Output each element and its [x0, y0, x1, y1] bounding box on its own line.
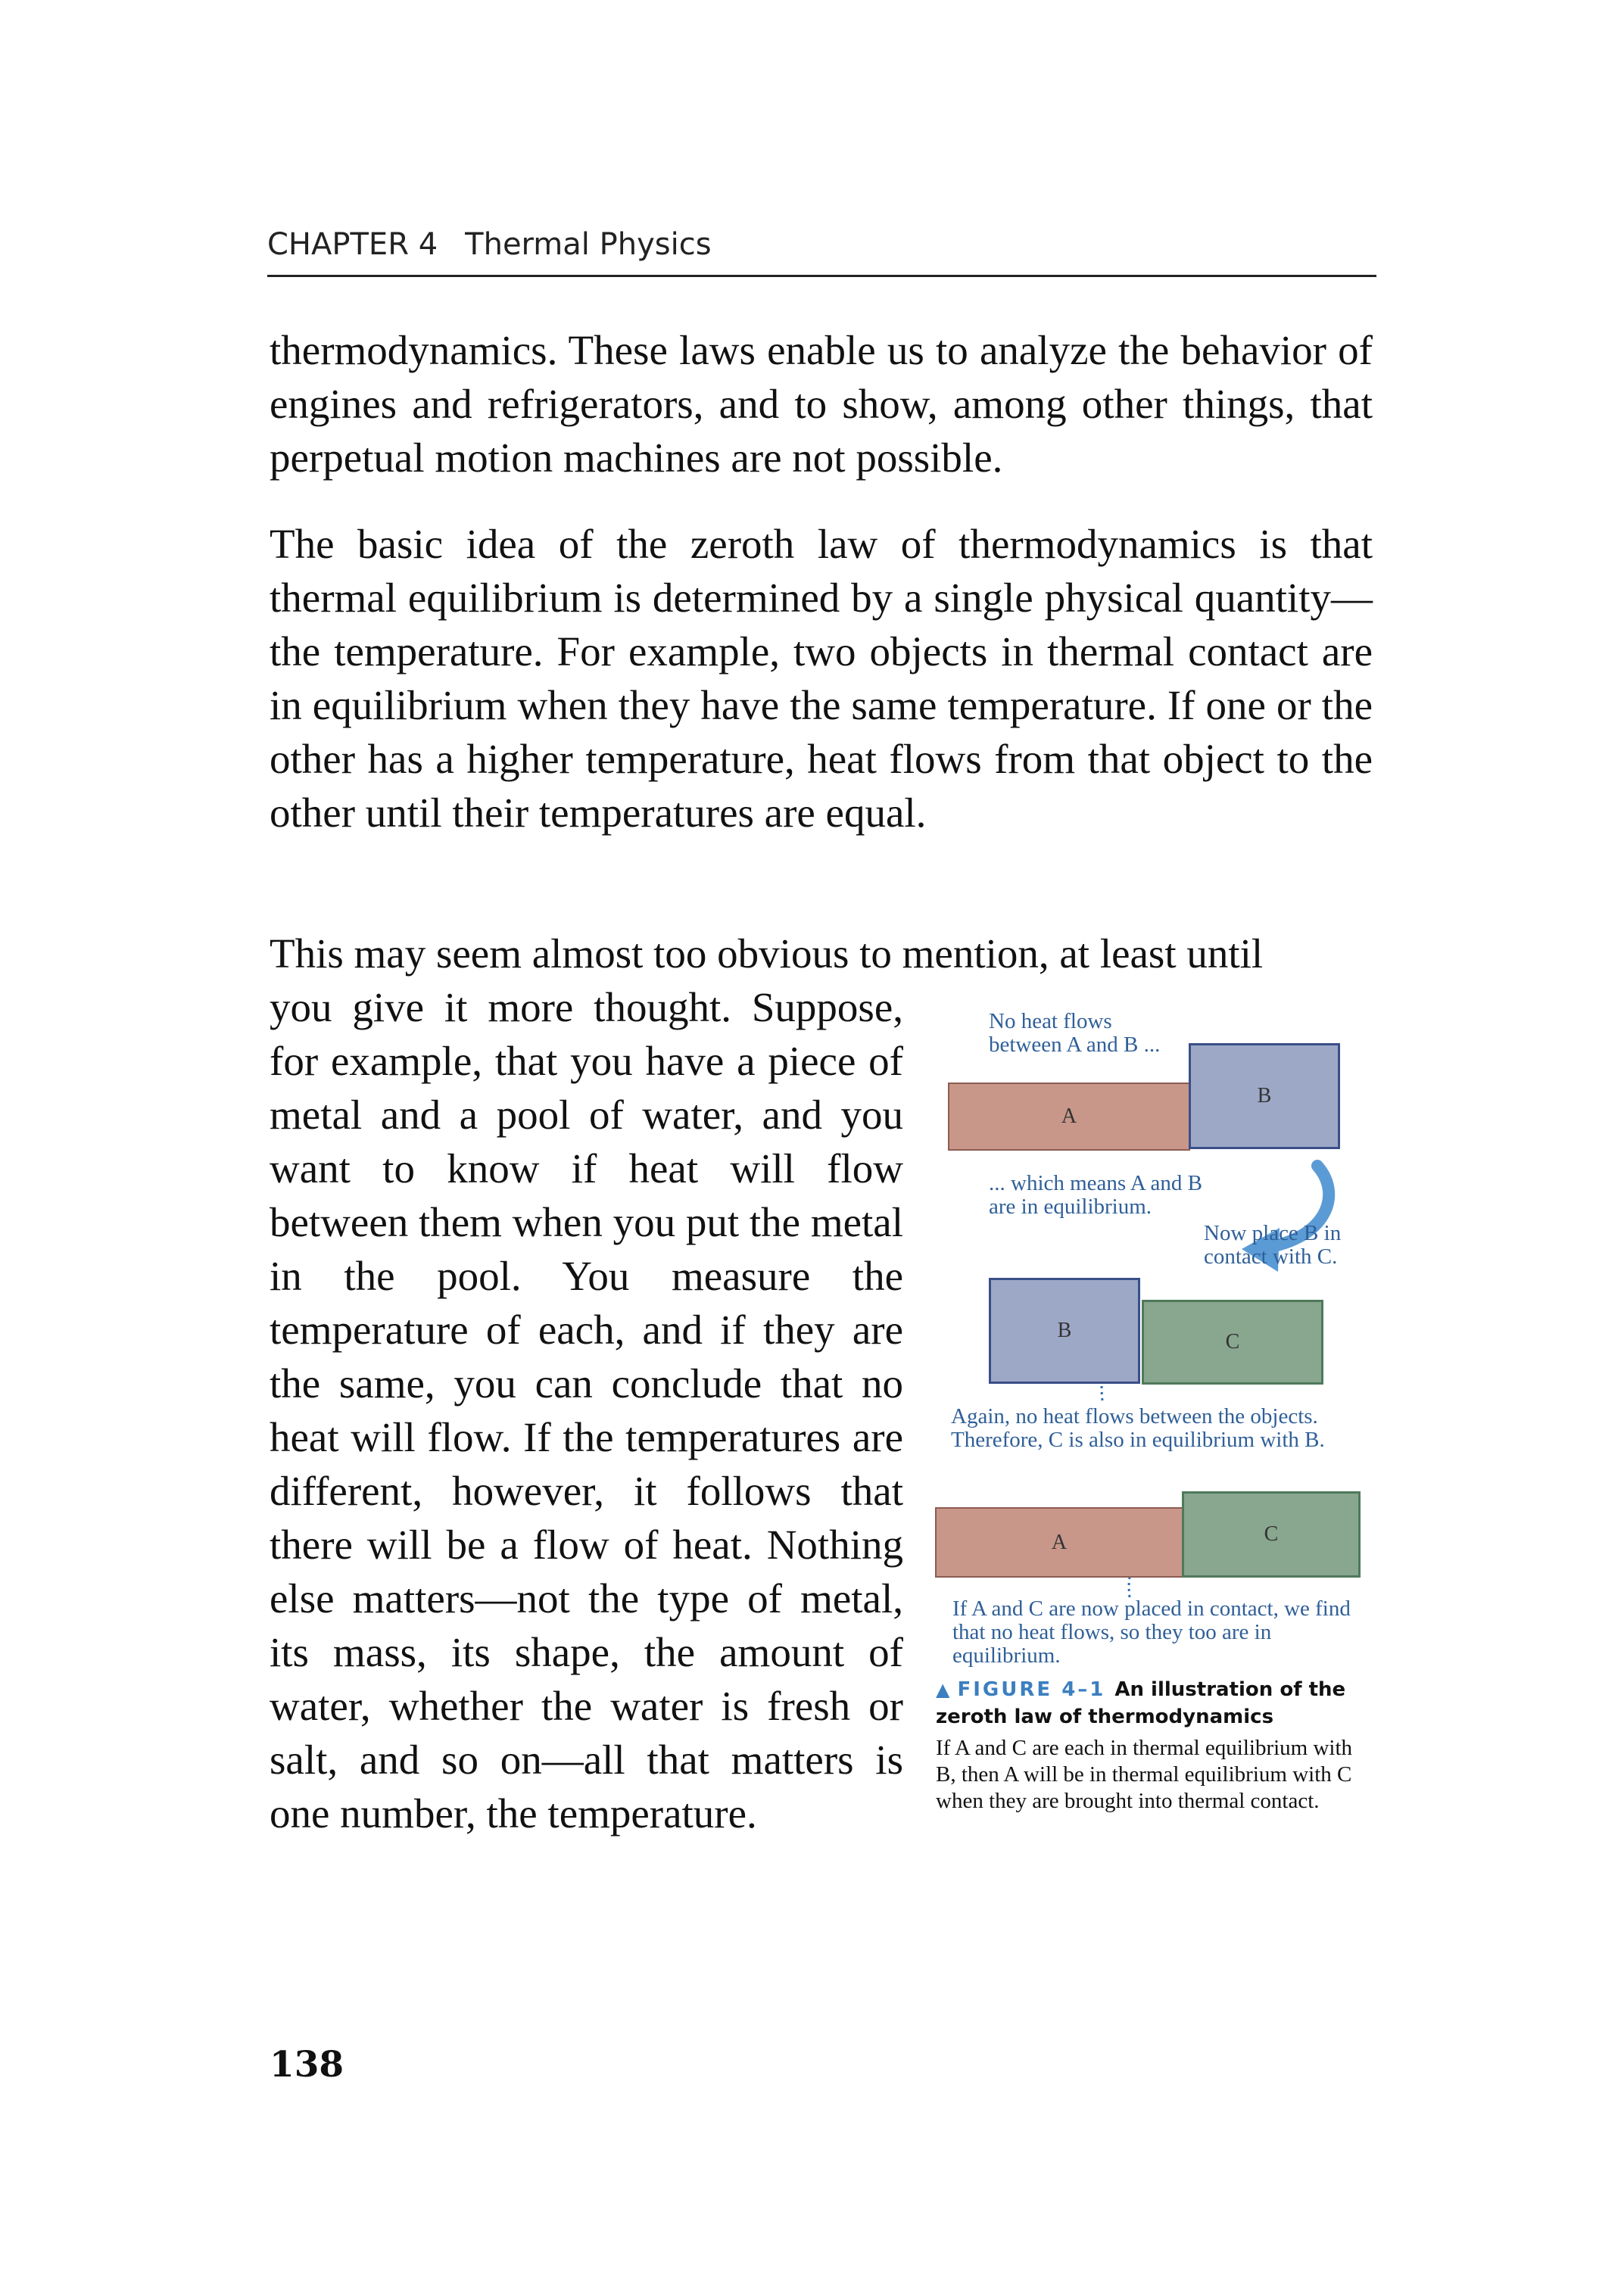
caption-place-b-c: Now place B in contact with C. — [1204, 1221, 1342, 1269]
paragraph-3-body: you give it more thought. Suppose, for example, that you have a piece of metal and a pool of water, and you want to know if heat will flow between them when you put the metal in the pool. You measure the temperature of each, and if they are the same, you can conclude that no heat will flow. If the temperatures are different, however, it follows that there will be a flow of heat. Nothing else matters—not the type of metal, its mass, its shape, the amount of water, whether the water is fresh or salt, and so on—all that matters is one number, the temperature. — [270, 984, 903, 1836]
block-a-2: A — [935, 1507, 1183, 1578]
caption-equilibrium: ... which means A and B are in equilibrium. — [989, 1171, 1202, 1219]
block-c-2: C — [1182, 1491, 1361, 1578]
block-b: B — [1189, 1043, 1340, 1149]
page-number: 138 — [270, 2044, 344, 2086]
chapter-label: CHAPTER 4 — [267, 227, 438, 262]
figure-4-1 — [931, 1007, 1378, 1858]
figure-title — [936, 1676, 1382, 1731]
block-a: A — [948, 1083, 1190, 1151]
caption-no-heat-flow: No heat flows between A and B ... — [989, 1009, 1161, 1057]
caption-a-c-contact: If A and C are now placed in contact, we find that no heat flows, so they too are in equilibrium. — [952, 1597, 1351, 1668]
figure-title-text: An illustration of the zeroth law of thermodynamics — [936, 1678, 1346, 1728]
paragraph-2: The basic idea of the zeroth law of thermodynamics is that thermal equilibrium is determined by a single physical quantity—the temperature. For example, two objects in thermal contact are in equilibrium when they have the same temperature. If one or the other has a higher temperature, heat flows from that object to the other until their temperatures are equal. — [270, 521, 1373, 836]
block-c: C — [1142, 1300, 1323, 1385]
paragraph-1: thermodynamics. These laws enable us to analyze the behavior of engines and refrigerators, and to show, among other things, that perpetual motion machines are not possible. — [270, 327, 1373, 481]
paragraph-3-first-line: This may seem almost too obvious to mention, at least until — [270, 930, 1264, 977]
figure-label: FIGURE 4–1 — [957, 1678, 1106, 1701]
figure-description: If A and C are each in thermal equilibrium with B, then A will be in thermal equilibrium with C when they are brought into thermal contact. — [936, 1736, 1353, 1813]
block-b-2: B — [989, 1278, 1140, 1384]
chapter-title: Thermal Physics — [465, 227, 712, 262]
caption-again-no-heat: Again, no heat flows between the objects. Therefore, C is also in equilibrium with B. — [951, 1404, 1325, 1452]
running-header — [267, 227, 1376, 277]
triangle-icon: ▲ — [936, 1679, 950, 1700]
